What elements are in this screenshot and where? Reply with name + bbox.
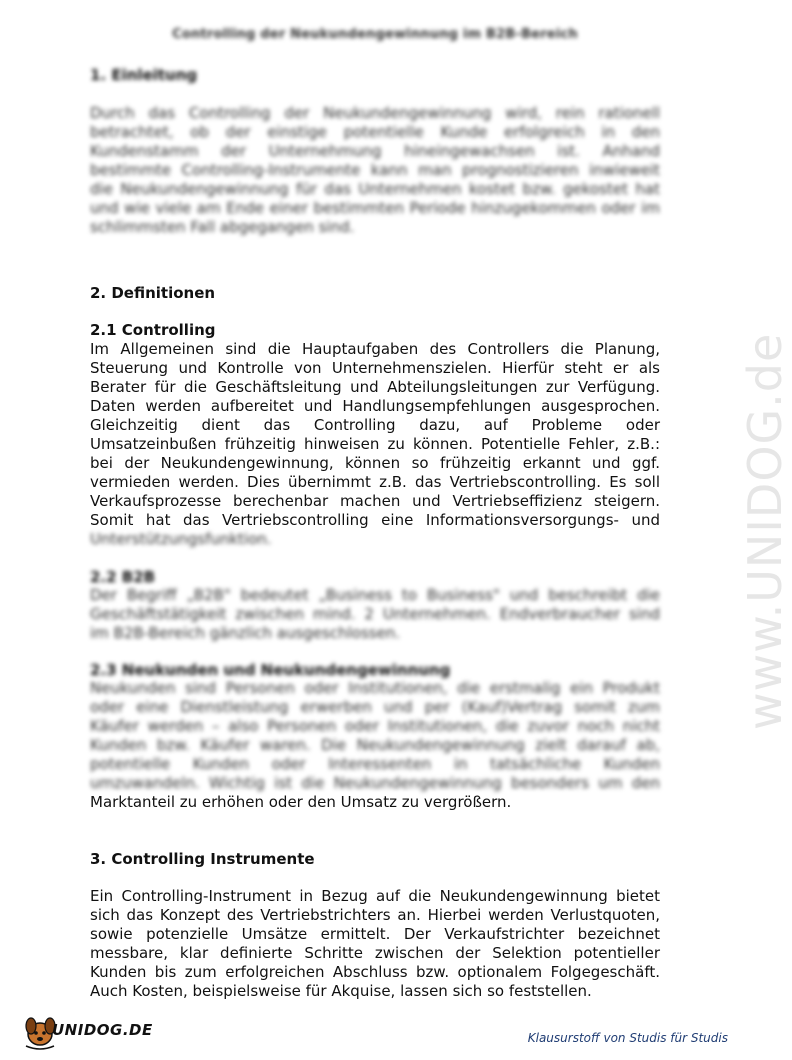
text-line: schlimmsten Fall abgegangen sind. [90,218,355,236]
text-line: betrachtet, ob der einstige potentielle Kunde erfolgreich in den [90,123,660,141]
text-line: und wie viele am Ende einer bestimmten Periode hinzugekommen oder im [90,199,660,217]
section-2-3-heading: 2.3 Neukunden und Neukundengewinnung [90,661,451,679]
text-line: messbare, klar definierte Schritte zwischen der Selektion potentieller [90,944,660,962]
text-line: die Neukundengewinnung für das Unternehmen kostet bzw. gekostet hat [90,180,660,198]
text-line: bei der Neukundengewinnung, können so frühzeitig erkannt und ggf. [90,454,660,472]
text-line: Ein Controlling-Instrument in Bezug auf die Neukundengewinnung bietet [90,887,660,905]
text-line: Daten werden aufbereitet und Handlungsempfehlungen ausgesprochen. [90,397,660,415]
text-line: sowie potenzielle Umsätze ermittelt. Der Verkaufstrichter bezeichnet [90,925,660,943]
section-1-heading: 1. Einleitung [90,66,198,84]
section-2-2-heading: 2.2 B2B [90,568,156,586]
section-2-heading: 2. Definitionen [90,284,216,302]
text-line: umzuwandeln. Wichtig ist die Neukundengewinnung besonders um den [90,774,660,792]
text-line: Umsatzeinbußen frühzeitig hinweisen zu können. Potentielle Fehler, z.B.: [90,435,660,453]
text-line: oder eine Dienstleistung erwerben und per (Kauf)Vertrag somit zum [90,698,660,716]
text-line: Verkaufsprozesse berechenbar machen und Vertriebseffizienz steigern. [90,492,660,510]
text-line: Durch das Controlling der Neukundengewinnung wird, rein rationell [90,104,660,122]
section-1-body [90,104,660,237]
text-line: Kunden bis zum erfolgreichen Abschluss bzw. optionalem Folgegeschäft. [90,963,660,981]
section-3-body [90,887,660,1001]
text-line: Somit hat das Vertriebscontrolling eine Informationsversorgungs- und [90,511,660,529]
text-line: Steuerung und Kontrolle von Unternehmenszielen. Hierfür steht er als [90,359,660,377]
section-2-3-body [90,679,660,812]
footer-note: Klausurstoff von Studis für Studis [527,1031,728,1045]
watermark-text: www.UNIDOG.de [738,332,792,730]
text-line: Gleichzeitig dient das Controlling dazu, auf Probleme oder [90,416,660,434]
text-line: Auch Kosten, beispielsweise für Akquise, lassen sich so feststellen. [90,982,592,1000]
text-line: im B2B-Bereich gänzlich ausgeschlossen. [90,624,401,642]
text-line: Geschäftstätigkeit zwischen mind. 2 Unternehmen. Endverbraucher sind [90,605,660,623]
text-line: Kundenstamm der Unternehmung hineingewachsen ist. Anhand [90,142,660,160]
section-2-1-body [90,340,660,549]
document-title: Controlling der Neukundengewinnung im B2B-Bereich [172,27,578,42]
text-line: Berater für die Geschäftsleitung und Abteilungsleitungen zur Verfügung. [90,378,660,396]
section-3-heading: 3. Controlling Instrumente [90,850,315,868]
text-line: Kunden bzw. Käufer waren. Die Neukundengewinnung zielt darauf ab, [90,736,660,754]
section-2-1-heading: 2.1 Controlling [90,321,216,339]
text-line: Unterstützungsfunktion. [90,530,272,548]
text-line: sich das Konzept des Vertriebstrichters an. Hierbei werden Verlustquoten, [90,906,660,924]
text-line: potentielle Kunden oder Interessenten in tatsächliche Kunden [90,755,660,773]
text-line: Der Begriff „B2B" bedeutet „Business to Business" und beschreibt die [90,586,660,604]
watermark [688,280,792,740]
text-line: vermieden werden. Dies übernimmt z.B. das Vertriebscontrolling. Es soll [90,473,660,491]
section-2-2-body [90,586,660,643]
logo-text: UNIDOG.DE [52,1021,153,1039]
text-line: Marktanteil zu erhöhen oder den Umsatz zu vergrößern. [90,793,512,811]
text-line: Im Allgemeinen sind die Hauptaufgaben des Controllers die Planung, [90,340,660,358]
text-line: Käufer werden – also Personen oder Institutionen, die zuvor noch nicht [90,717,660,735]
text-line: Neukunden sind Personen oder Institutionen, die erstmalig ein Produkt [90,679,660,697]
text-line: bestimmte Controlling-Instrumente kann man prognostizieren inwieweit [90,161,660,179]
